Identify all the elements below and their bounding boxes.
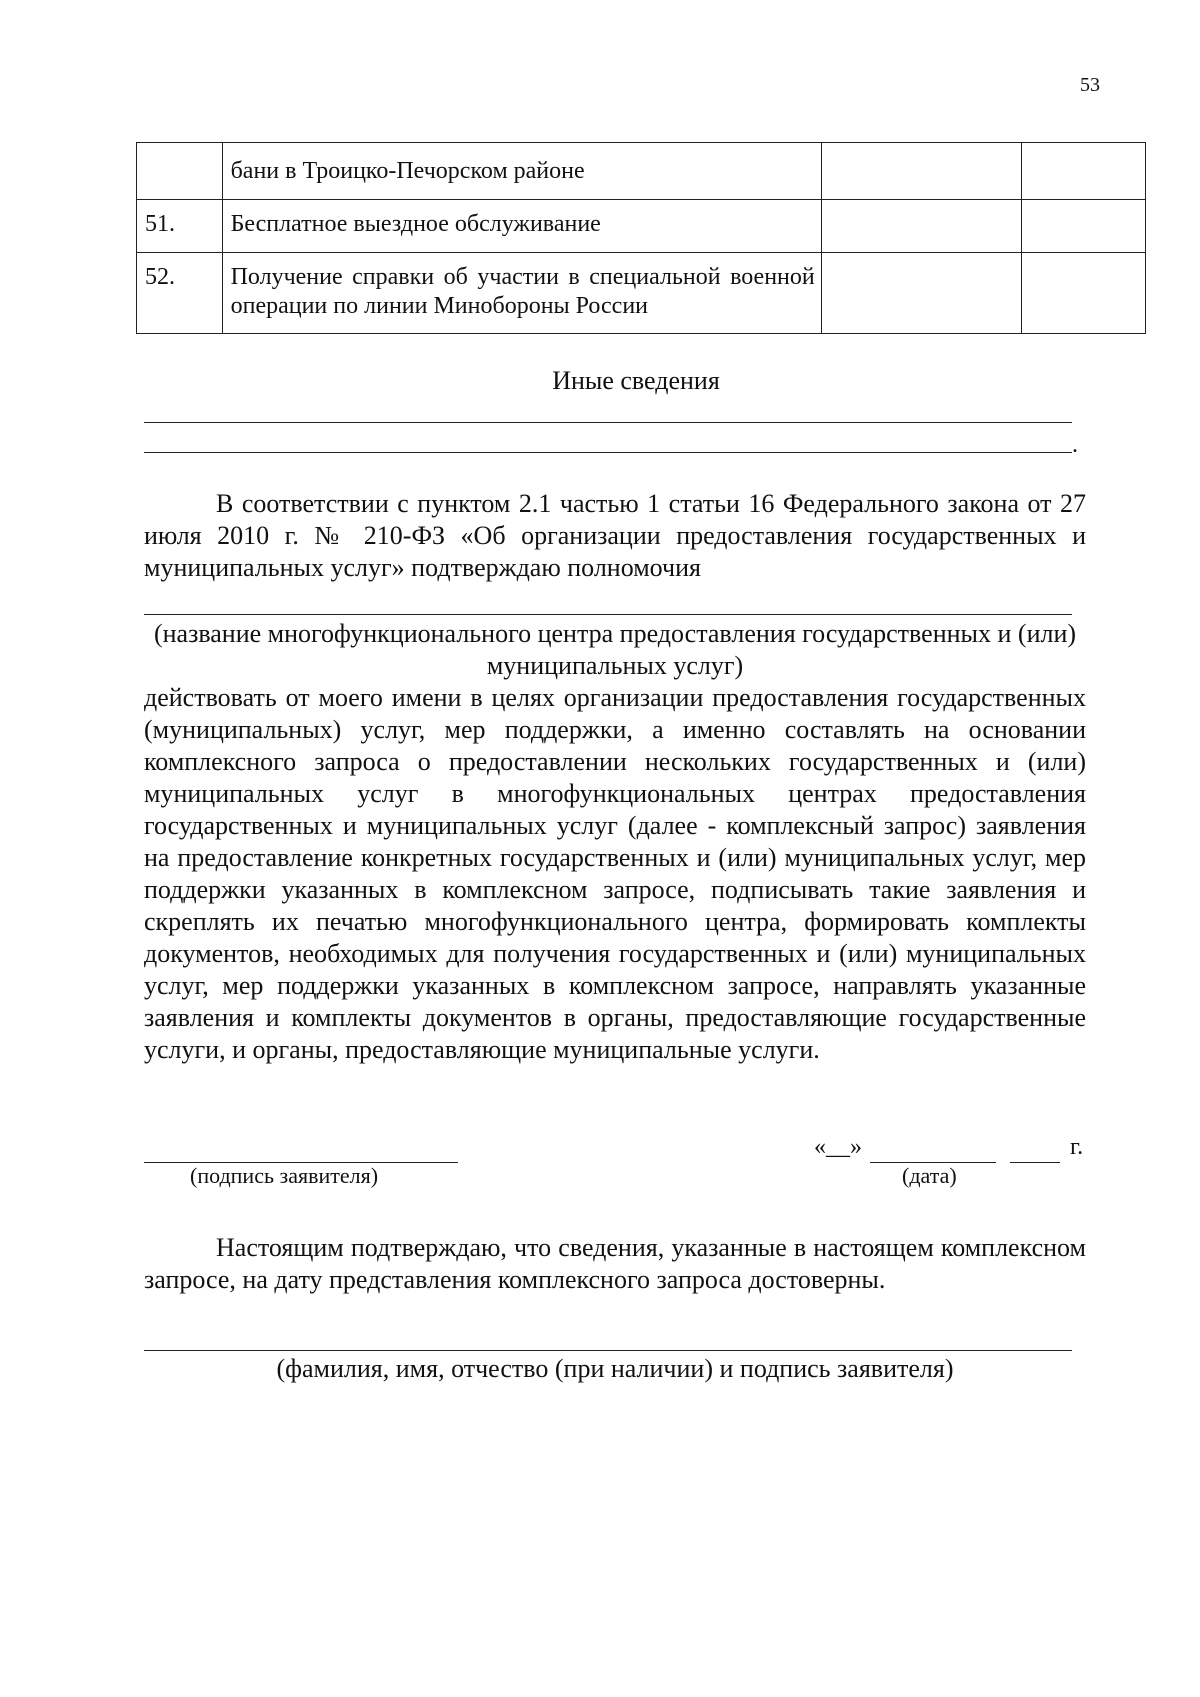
date-year-line xyxy=(1010,1162,1060,1163)
row-number xyxy=(137,143,223,200)
powers-paragraph: действовать от моего имени в целях организации предоставления государственных (муниципальных) услуг, мер поддержки, а именно составлять на основании комплексного запроса о предоставлении нескольких государственных и (или) муниципальных услуг в многофункциональных центрах предоставления государственных и муниципальных услуг (далее - комплексный запрос) заявления на предоставление конкретных государственных и (или) муниципальных услуг, мер поддержки указанных в комплексном запросе, подписывать такие заявления и скреплять их печатью многофункционального центра, формировать комплекты документов, необходимых для получения государственных и (или) муниципальных услуг, мер поддержки указанных в комплексном запросе, направлять указанные заявления и комплекты документов в органы, предоставляющие государственные услуги, и органы, предоставляющие муниципальные услуги. xyxy=(144,683,1086,1064)
service-name: Бесплатное выездное обслуживание xyxy=(222,200,821,253)
row-number: 52. xyxy=(137,253,223,334)
other-info-line xyxy=(144,422,1072,423)
authority-paragraph: В соответствии с пунктом 2.1 частью 1 статьи 16 Федерального закона от 27 июля 2010 г. № 210-ФЗ «Об организации предоставления государственных и муниципальных услуг» подтверждаю полномочия xyxy=(144,489,1086,582)
other-info-heading: Иные сведения xyxy=(552,366,720,395)
empty-cell xyxy=(1022,143,1146,200)
mfc-name-line xyxy=(144,614,1072,615)
page-number: 53 xyxy=(1080,74,1100,96)
empty-cell xyxy=(1022,200,1146,253)
date-day: «__» xyxy=(814,1134,862,1160)
empty-cell xyxy=(821,143,1021,200)
service-name: бани в Троицко-Печорском районе xyxy=(222,143,821,200)
table-row xyxy=(137,200,1146,253)
applicant-line xyxy=(144,1350,1072,1351)
table-row xyxy=(137,253,1146,334)
service-name: Получение справки об участии в специальной военной операции по линии Минобороны России xyxy=(222,253,821,334)
mfc-name-caption: (название многофункционального центра предоставления государственных и (или) муниципальных услуг) xyxy=(153,619,1077,680)
other-info-line xyxy=(144,452,1072,453)
date-caption: (дата) xyxy=(902,1163,957,1188)
empty-cell xyxy=(821,253,1021,334)
date-year-suffix: г. xyxy=(1070,1134,1084,1160)
signature-caption: (подпись заявителя) xyxy=(190,1163,379,1188)
applicant-caption: (фамилия, имя, отчество (при наличии) и подпись заявителя) xyxy=(276,1354,954,1383)
empty-cell xyxy=(821,200,1021,253)
services-table xyxy=(136,142,1146,334)
empty-cell xyxy=(1022,253,1146,334)
line-end-dot: . xyxy=(1072,432,1078,458)
row-number: 51. xyxy=(137,200,223,253)
confirmation-paragraph: Настоящим подтверждаю, что сведения, указанные в настоящем комплексном запросе, на дату представления комплексного запроса достоверны. xyxy=(144,1233,1086,1294)
table-row xyxy=(137,143,1146,200)
